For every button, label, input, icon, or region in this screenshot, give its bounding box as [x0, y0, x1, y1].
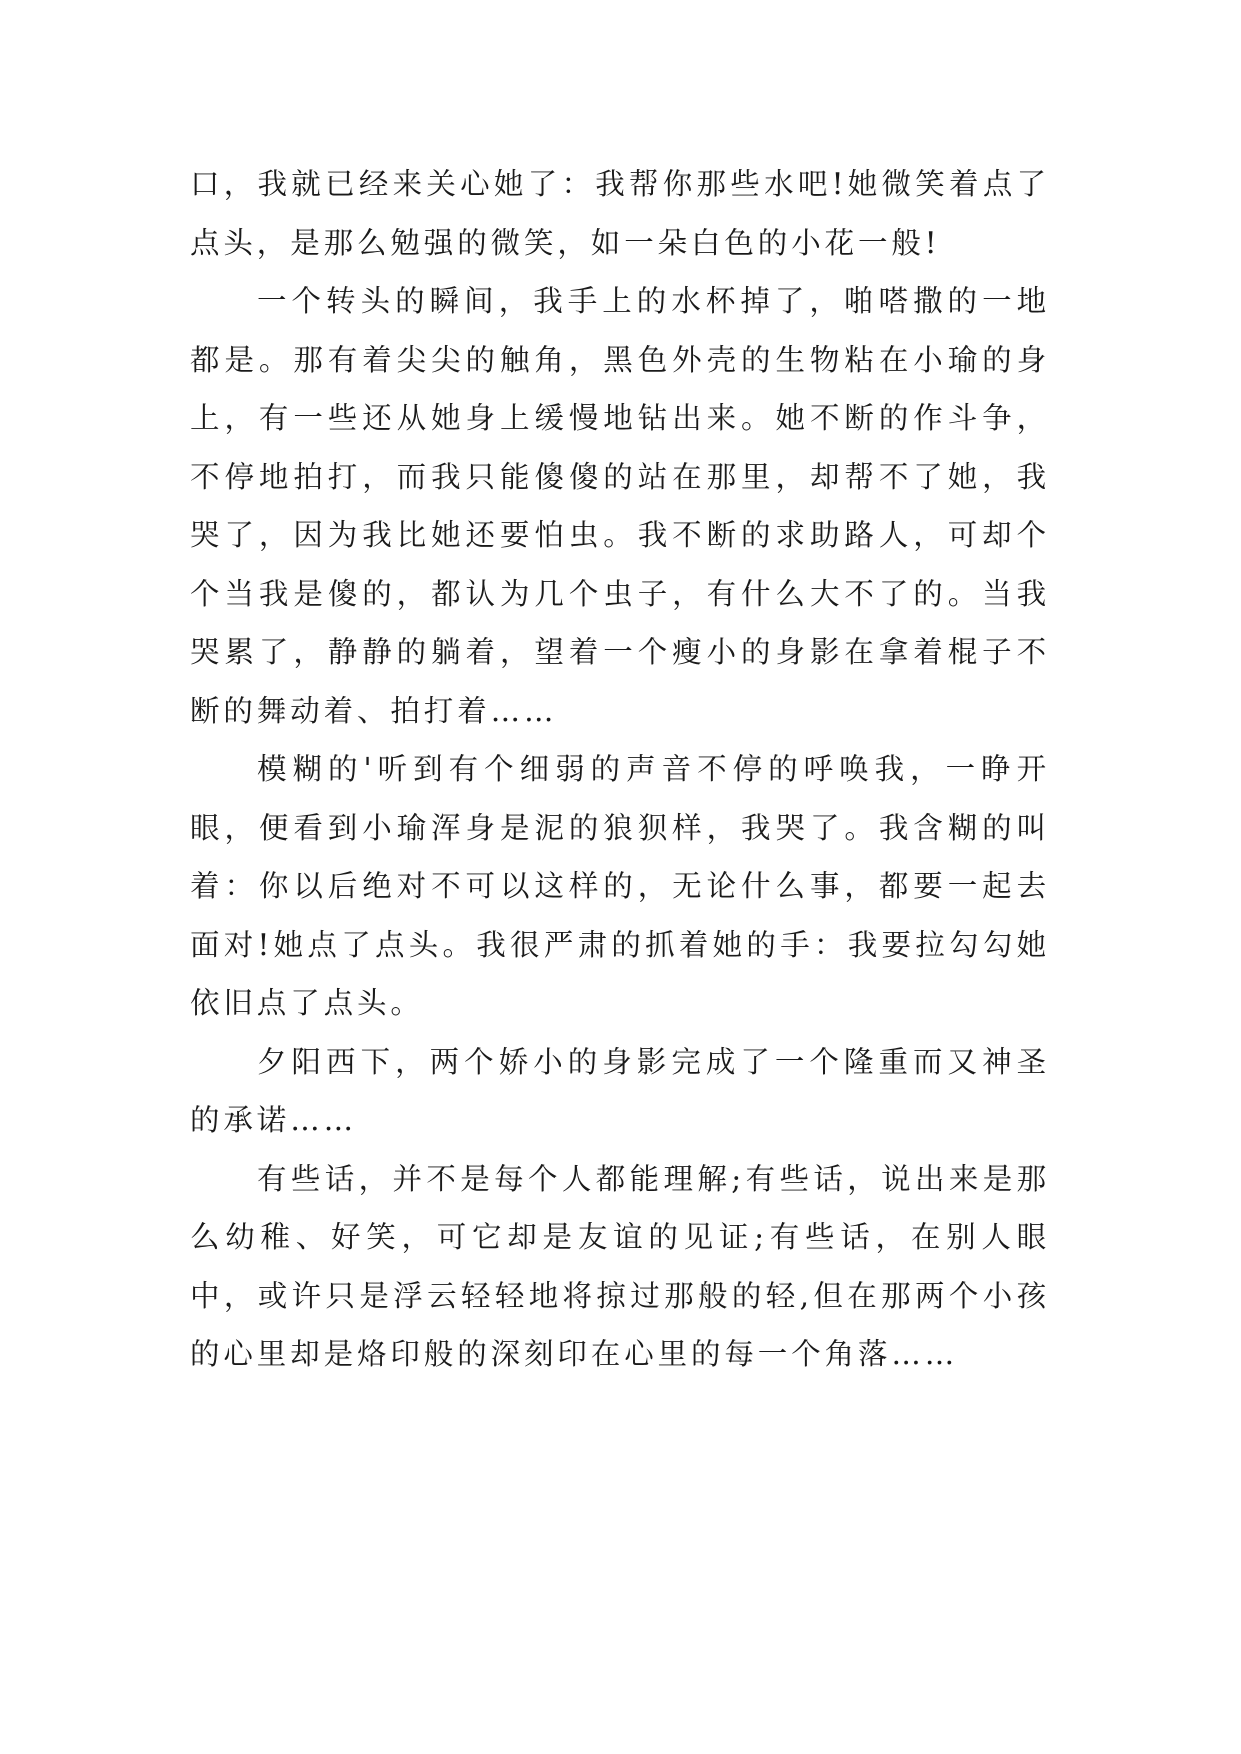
paragraph-2: 一个转头的瞬间，我手上的水杯掉了，啪嗒撒的一地都是。那有着尖尖的触角，黑色外壳的生物粘在小瑜的身上，有一些还从她身上缓慢地钻出来。她不断的作斗争，不停地拍打，而我只能傻傻的站在那里，却帮不了她，我哭了，因为我比她还要怕虫。我不断的求助路人，可却个个当我是傻的，都认为几个虫子，有什么大不了的。当我哭累了，静静的躺着，望着一个瘦小的身影在拿着棍子不断的舞动着、拍打着……: [190, 284, 1050, 728]
document-body: [190, 155, 1050, 1384]
paragraph-5: 有些话，并不是每个人都能理解;有些话，说出来是那么幼稚、好笑，可它却是友谊的见证;有些话，在别人眼中，或许只是浮云轻轻地将掠过那般的轻,但在那两个小孩的心里却是烙印般的深刻印在心里的每一个角落……: [190, 1161, 1050, 1371]
paragraph-3: 模糊的'听到有个细弱的声音不停的呼唤我，一睁开眼，便看到小瑜浑身是泥的狼狈样，我哭了。我含糊的叫着：你以后绝对不可以这样的，无论什么事，都要一起去面对!她点了点头。我很严肃的抓着她的手：我要拉勾勾她依旧点了点头。: [190, 752, 1050, 1020]
paragraph-4: 夕阳西下，两个娇小的身影完成了一个隆重而又神圣的承诺……: [190, 1044, 1050, 1137]
paragraph-1: 口，我就已经来关心她了：我帮你那些水吧!她微笑着点了点头，是那么勉强的微笑，如一朵白色的小花一般!: [190, 167, 1050, 260]
